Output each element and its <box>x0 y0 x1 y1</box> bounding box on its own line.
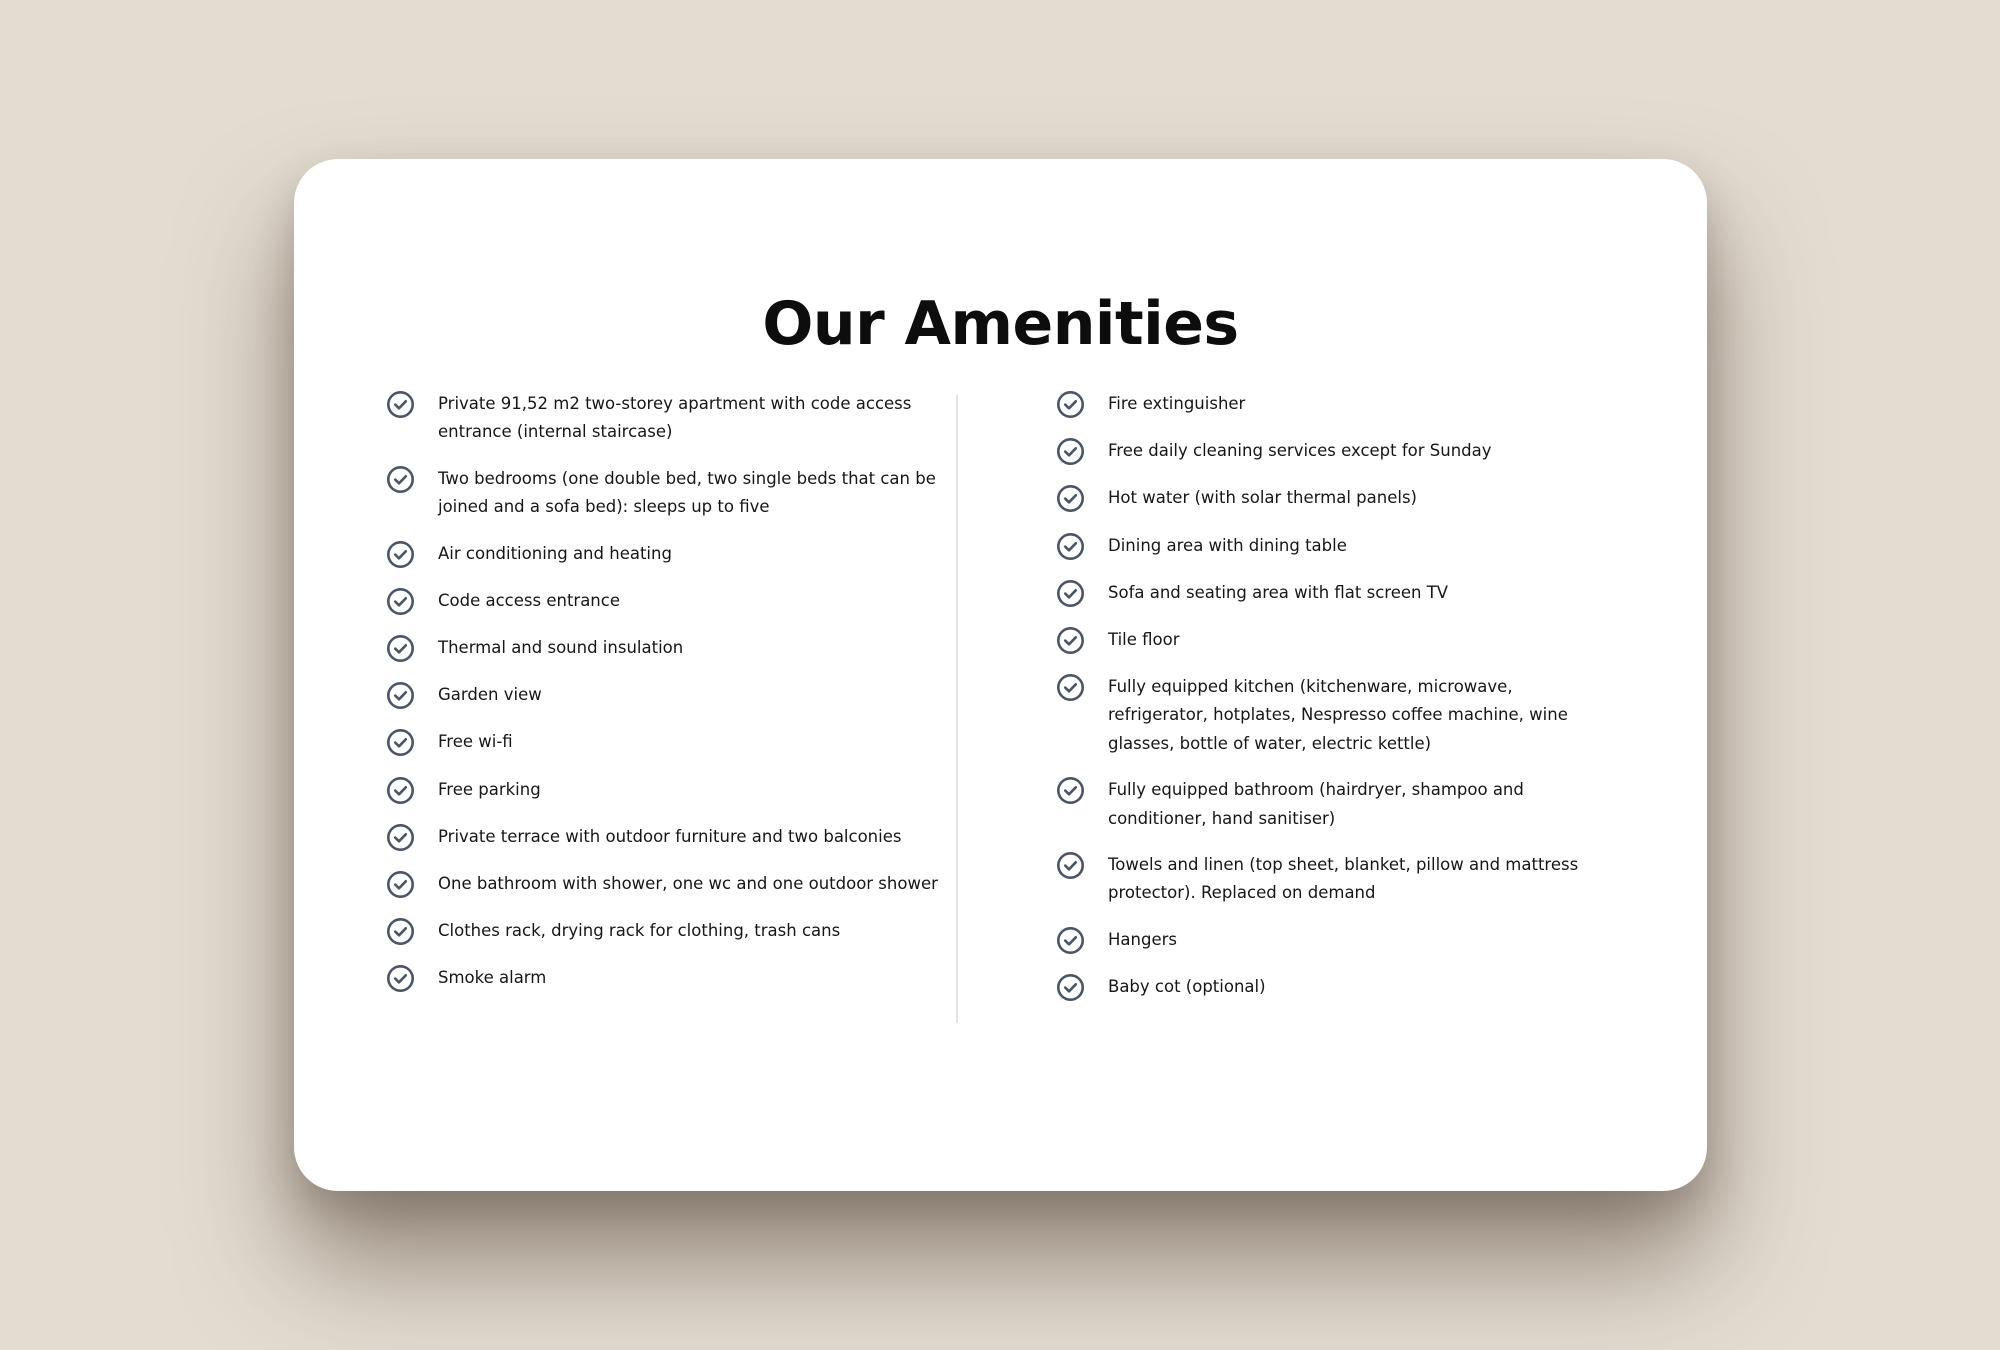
check-circle-icon <box>1056 973 1085 1002</box>
check-circle-icon <box>1056 437 1085 466</box>
check-circle-icon <box>1056 532 1085 561</box>
amenity-label: Garden view <box>438 685 542 705</box>
column-divider <box>956 395 958 1023</box>
amenity-item <box>1056 973 1616 1002</box>
amenity-item <box>1056 390 1616 419</box>
check-circle-icon <box>1056 673 1085 702</box>
amenity-label: Free wi-fi <box>438 732 513 752</box>
amenity-item <box>386 776 946 805</box>
amenity-label: Free daily cleaning services except for Sunday <box>1108 441 1492 461</box>
amenity-item <box>386 540 946 569</box>
amenity-item <box>386 964 946 993</box>
amenity-item <box>386 823 946 852</box>
amenity-label: Tile floor <box>1108 629 1180 649</box>
amenity-item <box>1056 776 1616 833</box>
check-circle-icon <box>386 728 415 757</box>
amenity-label: Hangers <box>1108 929 1177 949</box>
amenity-label: Baby cot (optional) <box>1108 976 1266 996</box>
check-circle-icon <box>386 587 415 616</box>
check-circle-icon <box>1056 776 1085 805</box>
amenity-item <box>386 917 946 946</box>
check-circle-icon <box>1056 484 1085 513</box>
amenity-label: Fully equipped bathroom (hairdryer, shampoo and conditioner, hand sanitiser) <box>1108 780 1524 828</box>
check-circle-icon <box>386 390 415 419</box>
amenity-item <box>1056 926 1616 955</box>
check-circle-icon <box>1056 626 1085 655</box>
check-circle-icon <box>386 917 415 946</box>
check-circle-icon <box>386 776 415 805</box>
amenity-label: Fully equipped kitchen (kitchenware, microwave, refrigerator, hotplates, Nespresso coffee machine, wine glasses, bottle of water, electric kettle) <box>1108 677 1568 753</box>
amenity-item <box>386 634 946 663</box>
amenity-label: Clothes rack, drying rack for clothing, trash cans <box>438 921 841 941</box>
amenity-label: Private 91,52 m2 two-storey apartment with code access entrance (internal staircase) <box>438 394 912 442</box>
amenity-label: Thermal and sound insulation <box>438 637 684 657</box>
check-circle-icon <box>1056 390 1085 419</box>
amenity-label: Free parking <box>438 779 541 799</box>
amenity-item <box>1056 851 1616 908</box>
amenities-card <box>294 159 1707 1191</box>
check-circle-icon <box>386 681 415 710</box>
check-circle-icon <box>386 634 415 663</box>
amenity-item <box>1056 532 1616 561</box>
check-circle-icon <box>386 823 415 852</box>
check-circle-icon <box>386 964 415 993</box>
amenities-list-right <box>1056 390 1616 1020</box>
amenity-item <box>1056 579 1616 608</box>
page-title: Our Amenities <box>762 289 1239 359</box>
check-circle-icon <box>386 465 415 494</box>
amenity-label: One bathroom with shower, one wc and one outdoor shower <box>438 873 938 893</box>
amenities-list-left <box>386 390 946 1011</box>
check-circle-icon <box>1056 851 1085 880</box>
check-circle-icon <box>1056 926 1085 955</box>
amenity-label: Towels and linen (top sheet, blanket, pillow and mattress protector). Replaced on demand <box>1108 854 1579 903</box>
amenity-item <box>1056 673 1616 758</box>
check-circle-icon <box>386 540 415 569</box>
amenity-item <box>386 728 946 757</box>
amenity-label: Smoke alarm <box>438 968 547 988</box>
amenity-label: Air conditioning and heating <box>438 543 672 563</box>
amenity-item <box>1056 626 1616 655</box>
amenity-label: Dining area with dining table <box>1108 535 1347 555</box>
amenity-item <box>1056 484 1616 513</box>
check-circle-icon <box>386 870 415 899</box>
amenity-item <box>386 390 946 447</box>
check-circle-icon <box>1056 579 1085 608</box>
amenity-item <box>386 870 946 899</box>
amenity-item <box>386 465 946 522</box>
amenity-label: Two bedrooms (one double bed, two single beds that can be joined and a sofa bed): sleeps up to five <box>438 468 936 517</box>
amenity-label: Sofa and seating area with flat screen TV <box>1108 582 1449 602</box>
amenity-label: Private terrace with outdoor furniture and two balconies <box>438 826 902 846</box>
amenity-label: Hot water (with solar thermal panels) <box>1108 488 1417 508</box>
amenity-label: Fire extinguisher <box>1108 394 1246 413</box>
amenity-item <box>1056 437 1616 466</box>
amenity-label: Code access entrance <box>438 590 620 610</box>
amenity-item <box>386 681 946 710</box>
amenity-item <box>386 587 946 616</box>
